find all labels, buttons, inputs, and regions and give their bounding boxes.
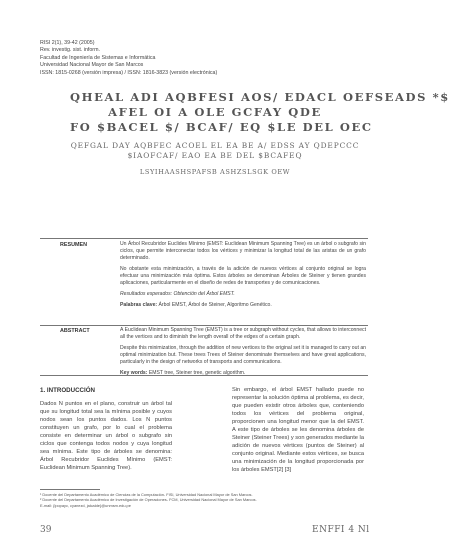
university-name: Universidad Nacional Mayor de San Marcos (40, 62, 144, 69)
footnote-email: E-mail: {lpopayc, cyanezd, jalcalde}@unmsm.edu.pe (40, 502, 131, 508)
title-line-1: QHEAL ADI AQBFESI AOS/ EDACL OEFSEADS *$ (70, 90, 450, 104)
journal-citation: RISI 2(1), 39-42 (2005) (40, 40, 95, 46)
journal-footer-mark: ENFFI 4 Nl (312, 525, 370, 535)
abstract-paragraph-2: Despite this minimization, through the addition of new vertices to the original set it is managed to carry out an optimal minimization but. These trees Trees of Steiner denominate themselves and have great applications, particularly in the design of networks of transports and communications. (120, 345, 366, 365)
resumen-keywords-text: Árbol EMST, Árbol de Steiner, Algoritmo Genético. (158, 302, 272, 308)
resumen-paragraph-3: Resultados esperados: Obtención del Árbol EMST. (120, 291, 235, 297)
resumen-paragraph-2: No obstante esta minimización, a través de la adición de nuevos vértices al conjunto original se logra efectuar una minimización más óptima. Estos árboles se denominan Árboles de Steiner y tienen grandes aplicaciones, particularmente en el diseño de redes de transportes y de comunicaciones. (120, 266, 366, 286)
authors-line: LSYIHAASHSPAFSB ASHZSLSGK OEW (139, 168, 291, 176)
column-right (232, 387, 364, 474)
abstract-keywords-label: Key words: (120, 370, 148, 376)
journal-name: Rev. investig. sist. inform. (40, 47, 100, 54)
journal-header (40, 40, 217, 77)
subtitle-line-1: QEFGAL DAY AQBFEC ACOEL EL EA BE A/ EDSS AY QDEPCCC (70, 141, 360, 150)
footnote-2: ² Docente del Departamento Académico de Investigación de Operaciones- FCM, Universidad Nacional Mayor de San Marcos. (40, 497, 257, 503)
divider-top (40, 238, 368, 239)
abstract-paragraph-1: A Euclidean Minimum Spanning Tree (EMST) is a tree or subgraph without cycles, that allows to interconnect all the vertices and to diminish the length overall of the edges of a certain graph. (120, 327, 366, 340)
title-line-3: FO $BACEL $/ BCAF/ EQ $LE DEL OEC (70, 120, 373, 134)
title-block (70, 90, 450, 176)
subtitle-line-2: $IAOFCAF/ EAO EA BE DEL $BCAFEQ (127, 151, 303, 160)
resumen-body (120, 241, 366, 313)
divider-middle (40, 325, 368, 326)
resumen-keywords (120, 302, 366, 309)
issn-line: ISSN: 1815-0268 (versión impresa) / ISSN: 1816-3823 (versión electrónica) (40, 69, 218, 76)
intro-paragraph: Dados N puntos en el plano, construir un árbol tal que su longitud total sea la mínima posible y cuyos nodos sean los puntos dados. Los N puntos constituyen un grafo, por lo cual el problema consiste en determinar un árbol o subgrafo sin ciclos que contenga todos nodos y cuya longitud sea mínima. Este tipo de árboles se denomina: Árbol Recubridor Euclides Mínimo (EMST: Euclidean Minimum Spanning Tree). (40, 400, 172, 471)
column-left (40, 387, 172, 473)
resumen-label: RESUMEN (60, 242, 87, 248)
footnote-rule (40, 489, 100, 490)
abstract-label: ABSTRACT (60, 328, 90, 334)
divider-bottom (40, 375, 368, 376)
resumen-keywords-label: Palabras clave: (120, 302, 158, 308)
steiner-paragraph: Sin embargo, el árbol EMST hallado puede no representar la solución óptima al problema, es decir, que pueden existir otros árboles que, conteniendo todos los vértices del problema original, proporcionen una longitud menor que la del EMST. A este tipo de árboles se les denomina árboles de Steiner (Steiner Trees) y son generados mediante la adición de nuevos vértices (puntos de Steiner) al conjunto original. Mediante estos vértices, se busca una minimización de la longitud proporcionada por los árboles EMST[2] [3] (232, 387, 364, 473)
abstract-keywords-text: EMST tree, Steiner tree, genetic algorithm. (148, 370, 246, 376)
footnotes (40, 492, 365, 508)
faculty-name: Facultad de Ingeniería de Sistemas e Informática (40, 54, 156, 61)
footnote-1: ¹ Docente del Departamento Académico de Ciencias de la Computación- FISI, Universidad Nacional Mayor de San Marcos. (40, 492, 253, 497)
resumen-paragraph-1: Un Árbol Recubridor Euclides Mínimo (EMST: Euclidean Minimum Spanning Tree) es un árbol o subgrafo sin ciclos, que permite interconectar todos los vértices y minimizar la longitud total de las aristas de un grafo determinado. (120, 241, 366, 261)
section-heading-introduction: 1. INTRODUCCIÓN (40, 387, 96, 394)
title-line-2: AFEL OI A OLE GCFAY QDE (108, 105, 322, 119)
page-number: 39 (40, 525, 52, 535)
abstract-body (120, 327, 366, 381)
